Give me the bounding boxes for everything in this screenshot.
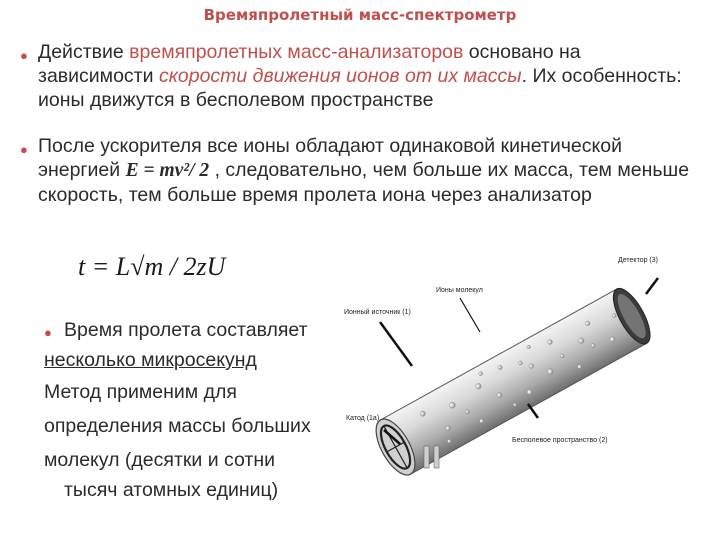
bullet-3-line-1-text: Время пролета составляет	[64, 319, 308, 341]
bullet-dot-icon: ●	[44, 325, 52, 340]
label-field-free-space: Бесполевое пространство (2)	[512, 437, 608, 444]
bullet-dot-icon: ●	[20, 142, 28, 157]
bullet-3-line-6: тысяч атомных единиц)	[64, 479, 279, 501]
tof-spectrometer-diagram	[340, 248, 700, 488]
bullet-1-text-b: основано на зависимости	[38, 41, 581, 87]
bullet-1-emphasis: скорости движения ионов от их массы	[158, 65, 522, 87]
time-of-flight-formula: t = L√m / 2zU	[78, 252, 226, 281]
cathode-pin	[434, 446, 439, 468]
bullet-1	[20, 40, 690, 112]
bullet-3-line-2: несколько микросекунд	[44, 349, 257, 371]
slide-title: Времяпролетный масс-спектрометр	[203, 6, 517, 24]
kinetic-energy-formula: E = mv²/ 2	[125, 160, 210, 181]
bullet-1-highlight: времяпролетных масс-анализаторов	[129, 41, 464, 63]
bullet-1-text-a: Действие	[38, 41, 130, 63]
bullet-1-text-c: . Их особенность: ионы движутся в бесполевом пространстве	[38, 65, 682, 111]
bullet-dot-icon: ●	[20, 48, 28, 63]
pointer-line	[460, 298, 480, 332]
bullet-3-line-5: молекул (десятки и сотни	[44, 449, 276, 471]
cathode-pin	[424, 446, 429, 468]
bullet-3-line-1	[44, 318, 308, 342]
label-detector: Детектор (3)	[618, 257, 658, 264]
drift-tube	[368, 283, 657, 481]
bullet-2-text-a: После ускорителя все ионы обладают одинаковой кинетической энергией	[38, 135, 623, 181]
bullet-2	[20, 134, 690, 207]
label-ion-source: Ионный источник (1)	[344, 309, 411, 316]
bullet-3-line-3: Метод применим для	[44, 381, 237, 403]
arrow-icon	[646, 278, 658, 294]
label-ions: Ионы молекул	[436, 287, 483, 294]
bullet-3-line-4: определения массы больших	[44, 415, 311, 437]
bullet-2-text-b: , следовательно, чем больше их масса, тем меньше скорость, тем больше время пролета иона через анализатор	[38, 159, 690, 206]
arrow-icon	[380, 322, 412, 366]
label-cathode: Катод (1а)	[346, 415, 380, 422]
